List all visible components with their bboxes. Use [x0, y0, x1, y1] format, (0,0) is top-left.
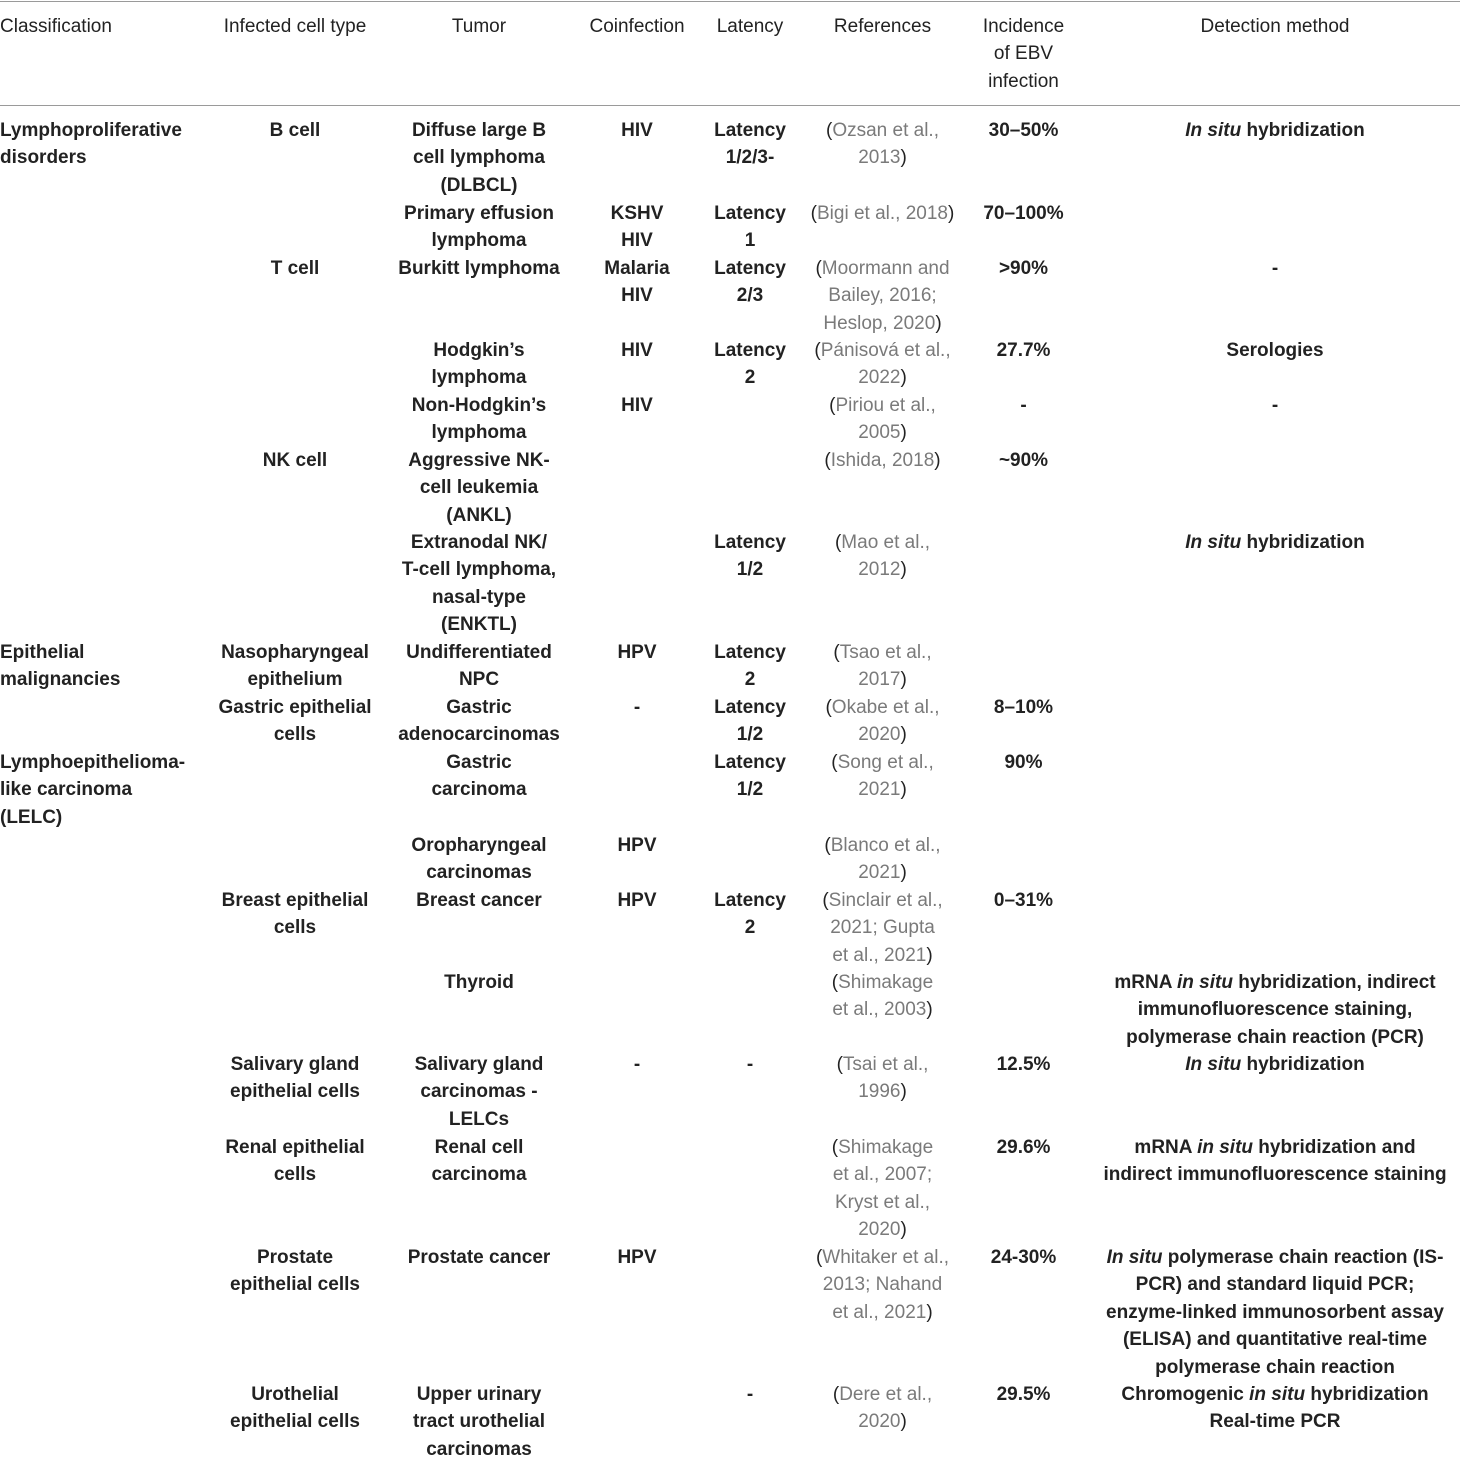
row-reference: (Dere et al., 2020): [832, 1384, 933, 1433]
row-latency: Latency 1: [714, 203, 786, 252]
row-tumor: Prostate cancer: [407, 1247, 551, 1268]
row-latency: Latency 2: [714, 340, 786, 389]
row-coinfection: HIV: [621, 340, 653, 361]
row-reference: (Ishida, 2018): [824, 450, 941, 471]
row-reference-text: Tsao et al., 2017: [839, 642, 932, 691]
row-reference-text: Shimakage et al., 2007; Kryst et al., 2020: [832, 1137, 934, 1241]
row-tumor: Oropharyngeal carcinomas: [411, 835, 547, 884]
row-tumor: Hodgkin’s lymphoma: [431, 340, 527, 389]
row-infected-cell-type: Nasopharyngeal epithelium: [221, 642, 369, 691]
row-reference-text: Ishida, 2018: [830, 450, 935, 471]
row-reference: (Okabe et al., 2020): [825, 697, 940, 746]
row-reference-text: Mao et al., 2012: [841, 532, 931, 581]
header-tumor: Tumor: [451, 16, 507, 37]
row-classification: Lymphoepithelioma- like carcinoma (LELC): [0, 752, 186, 828]
row-reference: (Pánisová et al., 2022): [814, 340, 951, 389]
row-detection-method: [1090, 117, 1460, 144]
row-coinfection: KSHV HIV: [610, 203, 664, 252]
row-detection-method: [1090, 1244, 1460, 1381]
row-coinfection: HIV: [621, 120, 653, 141]
row-reference-text: Song et al., 2021: [837, 752, 934, 801]
row-coinfection: HPV: [617, 1247, 657, 1268]
row-tumor: Salivary gland carcinomas - LELCs: [414, 1054, 544, 1130]
detection-text-post: hybridization, indirect immunofluorescence staining, polymerase chain reaction (PCR): [1126, 972, 1436, 1048]
detection-text-italic: in situ: [1177, 972, 1233, 993]
row-incidence: 29.5%: [996, 1384, 1051, 1405]
detection-text-post: hybridization: [1241, 532, 1365, 553]
detection-text-italic: In situ: [1185, 120, 1242, 141]
table-top-rule: [0, 1, 1460, 2]
row-reference-text: Ozsan et al., 2013: [832, 120, 939, 169]
row-detection-method: [1090, 1051, 1460, 1078]
row-incidence: 90%: [1004, 752, 1043, 773]
row-infected-cell-type: T cell: [270, 258, 320, 279]
row-infected-cell-type: Salivary gland epithelial cells: [230, 1054, 360, 1103]
row-tumor: Burkitt lymphoma: [398, 258, 560, 279]
row-tumor: Gastric adenocarcinomas: [398, 697, 560, 746]
row-incidence: -: [1020, 395, 1027, 416]
row-incidence: >90%: [998, 258, 1049, 279]
row-infected-cell-type: Breast epithelial cells: [221, 890, 369, 939]
detection-text-post: hybridization: [1241, 120, 1365, 141]
row-reference-text: Whitaker et al., 2013; Nahand et al., 2021: [822, 1247, 950, 1323]
row-tumor: Primary effusion lymphoma: [404, 203, 554, 252]
row-coinfection: -: [633, 1054, 641, 1075]
header-coinfection: Coinfection: [589, 16, 685, 37]
row-coinfection: HPV: [617, 642, 657, 663]
row-reference-text: Dere et al., 2020: [839, 1384, 933, 1433]
row-tumor: Non-Hodgkin’s lymphoma: [411, 395, 547, 444]
row-reference: (Moormann and Bailey, 2016; Heslop, 2020): [815, 258, 950, 334]
row-detection-method: [1090, 529, 1460, 556]
row-coinfection: HIV: [621, 395, 653, 416]
row-reference-text: Okabe et al., 2020: [831, 697, 940, 746]
header-references: References: [833, 16, 932, 37]
row-incidence: 24-30%: [990, 1247, 1057, 1268]
row-coinfection: HPV: [617, 890, 657, 911]
detection-text-pre: mRNA: [1114, 972, 1177, 993]
row-latency: Latency 2: [714, 890, 786, 939]
detection-text-post: hybridization Real-time PCR: [1209, 1384, 1429, 1433]
row-reference: (Song et al., 2021): [831, 752, 934, 801]
row-detection-method: [1090, 392, 1460, 419]
row-reference-text: Blanco et al., 2021: [830, 835, 941, 884]
row-incidence: 8–10%: [993, 697, 1054, 718]
detection-text-italic: in situ: [1249, 1384, 1306, 1405]
row-reference-text: Shimakage et al., 2003: [832, 972, 934, 1021]
row-tumor: Aggressive NK- cell leukemia (ANKL): [408, 450, 550, 526]
row-classification: Epithelial malignancies: [0, 642, 121, 691]
header-bottom-rule: [0, 105, 1460, 106]
row-reference: (Blanco et al., 2021): [824, 835, 941, 884]
detection-text-italic: In situ: [1185, 1054, 1242, 1075]
row-coinfection: HPV: [617, 835, 657, 856]
row-reference-text: Moormann and Bailey, 2016; Heslop, 2020: [821, 258, 950, 334]
row-incidence: 70–100%: [983, 203, 1064, 224]
row-classification: Lymphoproliferative disorders: [0, 120, 182, 169]
header-classification: Classification: [0, 16, 112, 37]
row-tumor: Upper urinary tract urothelial carcinomas: [413, 1384, 545, 1460]
row-detection-method: [1090, 1134, 1460, 1189]
detection-text-pre: Serologies: [1226, 340, 1324, 361]
row-reference: (Shimakage et al., 2007; Kryst et al., 2020): [831, 1137, 934, 1241]
row-reference-text: Pánisová et al., 2022: [820, 340, 951, 389]
row-coinfection: Malaria HIV: [604, 258, 670, 307]
header-detection-method: Detection method: [1200, 16, 1350, 37]
detection-text-pre: -: [1271, 395, 1279, 416]
row-reference: (Mao et al., 2012): [834, 532, 931, 581]
row-reference: (Tsao et al., 2017): [833, 642, 932, 691]
detection-text-post: polymerase chain reaction (IS- PCR) and standard liquid PCR; enzyme-linked immunosorbent assay (ELISA) and quantitative real-time polymerase chain reaction: [1106, 1247, 1444, 1378]
detection-text-italic: In situ: [1106, 1247, 1163, 1268]
row-incidence: ~90%: [998, 450, 1049, 471]
row-reference-text: Piriou et al., 2005: [835, 395, 936, 444]
header-incidence: Incidence of EBV infection: [982, 16, 1065, 92]
detection-text-italic: in situ: [1197, 1137, 1254, 1158]
row-infected-cell-type: Urothelial epithelial cells: [230, 1384, 360, 1433]
row-incidence: 30–50%: [988, 120, 1059, 141]
row-infected-cell-type: B cell: [269, 120, 321, 141]
row-reference: (Tsai et al., 1996): [836, 1054, 929, 1103]
detection-text-pre: mRNA: [1134, 1137, 1198, 1158]
row-infected-cell-type: Prostate epithelial cells: [230, 1247, 360, 1296]
detection-text-post: hybridization: [1241, 1054, 1365, 1075]
row-tumor: Gastric carcinoma: [431, 752, 527, 801]
row-latency: Latency 2: [714, 642, 786, 691]
row-tumor: Undifferentiated NPC: [406, 642, 552, 691]
row-latency: Latency 1/2: [714, 697, 786, 746]
row-detection-method: [1090, 1381, 1460, 1436]
row-incidence: 27.7%: [996, 340, 1051, 361]
detection-text-post: hybridization and indirect immunofluorescence staining: [1103, 1137, 1447, 1186]
row-reference: (Ozsan et al., 2013): [826, 120, 939, 169]
row-reference-text: Tsai et al., 1996: [842, 1054, 929, 1103]
row-detection-method: [1090, 337, 1460, 364]
row-latency: Latency 1/2: [714, 752, 786, 801]
row-latency: -: [746, 1054, 754, 1075]
row-tumor: Diffuse large B cell lymphoma (DLBCL): [411, 120, 547, 196]
header-infected-cell-type: Infected cell type: [223, 16, 367, 37]
row-reference-text: Sinclair et al., 2021; Gupta et al., 2021: [828, 890, 943, 966]
row-coinfection: -: [633, 697, 641, 718]
detection-text-pre: Chromogenic: [1121, 1384, 1250, 1405]
row-tumor: Thyroid: [444, 972, 514, 993]
row-tumor: Renal cell carcinoma: [431, 1137, 527, 1186]
row-reference: (Bigi et al., 2018): [810, 203, 955, 224]
row-reference: (Shimakage et al., 2003): [831, 972, 934, 1021]
row-detection-method: [1090, 969, 1460, 1051]
row-reference: (Piriou et al., 2005): [829, 395, 936, 444]
detection-text-pre: -: [1271, 258, 1279, 279]
row-reference: (Whitaker et al., 2013; Nahand et al., 2021): [815, 1247, 950, 1323]
row-infected-cell-type: Renal epithelial cells: [225, 1137, 365, 1186]
row-incidence: 12.5%: [996, 1054, 1051, 1075]
row-detection-method: [1090, 255, 1460, 282]
row-incidence: 0–31%: [993, 890, 1054, 911]
row-incidence: 29.6%: [996, 1137, 1051, 1158]
header-latency: Latency: [716, 16, 784, 37]
row-latency: Latency 1/2/3-: [714, 120, 786, 169]
row-infected-cell-type: Gastric epithelial cells: [218, 697, 372, 746]
row-infected-cell-type: NK cell: [262, 450, 328, 471]
row-reference-text: Bigi et al., 2018: [817, 203, 948, 224]
row-tumor: Extranodal NK/ T-cell lymphoma, nasal-type (ENKTL): [401, 532, 557, 636]
row-latency: -: [746, 1384, 754, 1405]
row-latency: Latency 1/2: [714, 532, 786, 581]
detection-text-italic: In situ: [1185, 532, 1242, 553]
row-tumor: Breast cancer: [416, 890, 542, 911]
row-reference: (Sinclair et al., 2021; Gupta et al., 2021): [822, 890, 943, 966]
row-latency: Latency 2/3: [714, 258, 786, 307]
